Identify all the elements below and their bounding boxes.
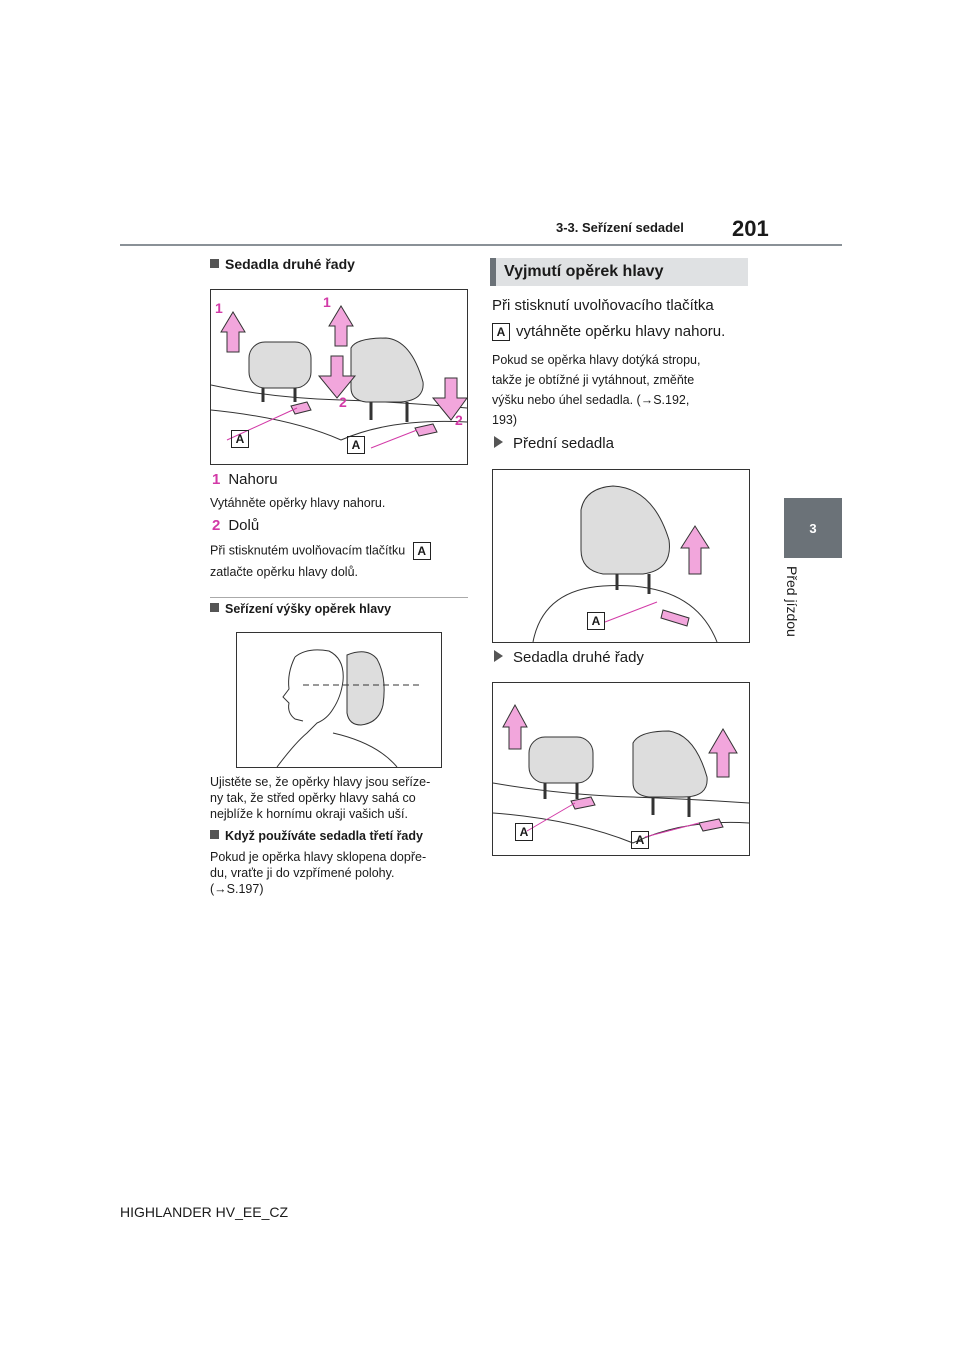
- figure-second-row-removal: [492, 682, 750, 856]
- header-divider: [120, 244, 842, 246]
- section-second-row-heading: [210, 256, 355, 272]
- arrow-up-icon: [503, 705, 527, 749]
- removal-intro-line2: [492, 320, 725, 344]
- press-arrow-icon: [699, 819, 723, 831]
- text-line: du, vraťte ji do vzpřímené polohy.: [210, 866, 395, 880]
- triangle-bullet-icon: [494, 436, 503, 448]
- figure-label-2: 2: [339, 394, 347, 410]
- figure-front-seat-headrest: [492, 469, 750, 643]
- figure-label-1: 1: [323, 294, 331, 310]
- arrow-up-icon: [329, 306, 353, 346]
- text-line: Pokud se opěrka hlavy dotýká stropu,: [492, 353, 701, 367]
- press-arrow-icon: [661, 610, 689, 626]
- headrest-adjust-illustration: [211, 290, 467, 464]
- square-bullet-icon: [210, 830, 219, 839]
- arrow-down-icon: [319, 356, 355, 398]
- page-number: 201: [732, 216, 769, 241]
- section-height-heading: [210, 602, 391, 616]
- press-arrow-icon: [291, 402, 311, 414]
- item-down: [212, 514, 259, 538]
- text-line: Ujistěte se, že opěrky hlavy jsou seříze-: [210, 775, 431, 789]
- bullet-text: Přední sedadla: [513, 435, 614, 452]
- section-third-row-heading: [210, 829, 423, 843]
- button-a-badge: A: [413, 542, 431, 560]
- removal-note: [492, 350, 700, 430]
- arrow-up-icon: [709, 729, 737, 777]
- figure-head-height: [236, 632, 442, 768]
- bullet-front-seats: [494, 432, 614, 456]
- section-title-text: Seřízení výšky opěrek hlavy: [225, 602, 392, 616]
- figure-label-a: A: [515, 823, 533, 841]
- section-title-text: Když používáte sedadla třetí řady: [225, 829, 423, 843]
- bullet-second-row: [494, 646, 644, 670]
- text-line: ny tak, že střed opěrky hlavy sahá co: [210, 791, 416, 805]
- section-header: 3-3. Seřízení sedadel: [556, 220, 684, 235]
- removal-intro-line1: Při stisknutí uvolňovacího tlačítka: [492, 297, 714, 314]
- button-a-badge: A: [492, 323, 510, 341]
- item-number: 2: [212, 517, 221, 534]
- page-reference-link[interactable]: výšku nebo úhel sedadla. (→S.192,: [492, 393, 690, 407]
- item-label: Dolů: [228, 517, 260, 534]
- chapter-title: [782, 566, 806, 666]
- triangle-bullet-icon: [494, 650, 503, 662]
- figure-label-1: 1: [215, 300, 223, 316]
- text-fragment: Při stisknutém uvolňovacím tlačítku: [210, 543, 406, 558]
- text-fragment: vytáhněte opěrku hlavy nahoru.: [516, 323, 726, 340]
- footer-model: HIGHLANDER HV_EE_CZ: [120, 1204, 289, 1220]
- text-line: 193): [492, 413, 518, 427]
- item-down-description-line1: [210, 542, 431, 560]
- figure-label-a: A: [231, 430, 249, 448]
- section-title-text: Sedadla druhé řady: [225, 256, 355, 272]
- removal-heading: Vyjmutí opěrek hlavy: [490, 258, 748, 286]
- chapter-tab[interactable]: [784, 498, 842, 558]
- third-row-paragraph: [210, 849, 426, 897]
- item-up: [212, 468, 278, 492]
- item-up-description: Vytáhněte opěrky hlavy nahoru.: [210, 496, 386, 510]
- figure-label-a: A: [347, 436, 365, 454]
- text-line: Pokud je opěrka hlavy sklopena dopře-: [210, 850, 427, 864]
- figure-label-a: A: [587, 612, 605, 630]
- bullet-text: Sedadla druhé řady: [513, 649, 644, 666]
- item-down-description-line2: zatlačte opěrku hlavy dolů.: [210, 565, 359, 579]
- figure-label-2: 2: [455, 412, 463, 428]
- press-arrow-icon: [415, 424, 437, 436]
- square-bullet-icon: [210, 259, 219, 268]
- chapter-number: 3: [809, 520, 817, 536]
- figure-second-row-headrests: [210, 289, 468, 465]
- arrow-up-icon: [681, 526, 709, 574]
- figure-label-a: A: [631, 831, 649, 849]
- text-line: takže je obtížné ji vytáhnout, změňte: [492, 373, 695, 387]
- section-divider: [210, 597, 468, 598]
- item-number: 1: [212, 471, 221, 488]
- head-position-illustration: [237, 633, 441, 767]
- front-headrest-illustration: [493, 470, 749, 642]
- page-reference-link[interactable]: (→S.197): [210, 882, 264, 896]
- chapter-title-text: Před jízdou: [784, 566, 800, 637]
- text-line: nejblíže k hornímu okraji vašich uší.: [210, 807, 409, 821]
- arrow-up-icon: [221, 312, 245, 352]
- square-bullet-icon: [210, 603, 219, 612]
- item-label: Nahoru: [228, 471, 278, 488]
- height-paragraph: [210, 774, 430, 822]
